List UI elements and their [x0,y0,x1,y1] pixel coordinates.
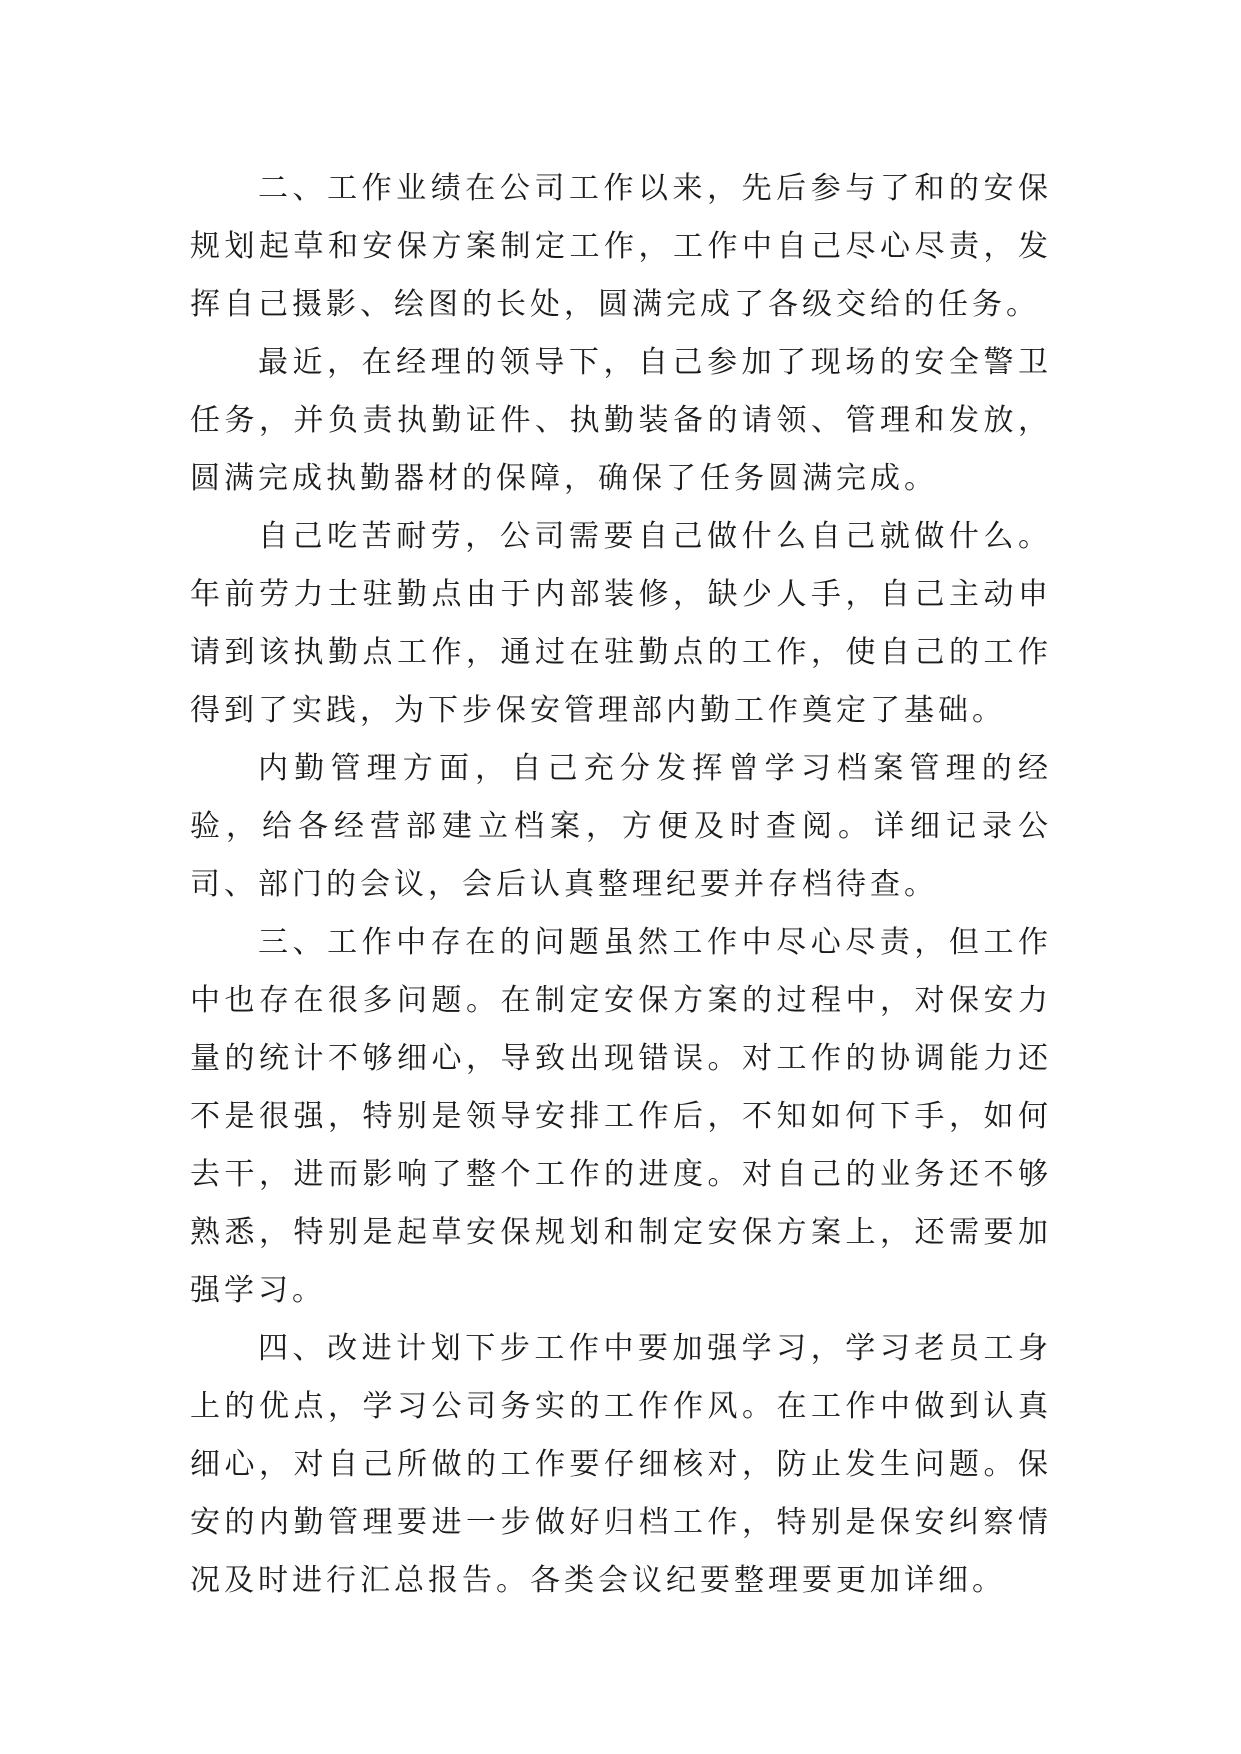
paragraph-improvement-plan: 四、改进计划下步工作中要加强学习，学习老员工身上的优点，学习公司务实的工作作风。在工作中做到认真细心，对自己所做的工作要仔细核对，防止发生问题。保安的内勤管理要进一步做好归档工作，特别是保安纠察情况及时进行汇总报告。各类会议纪要整理要更加详细。 [190,1331,1052,1598]
paragraph-internal-management: 内勤管理方面，自己充分发挥曾学习档案管理的经验，给各经营部建立档案，方便及时查阅。详细记录公司、部门的会议，会后认真整理纪要并存档待查。 [190,751,1052,902]
paragraph-security-task: 最近，在经理的领导下，自己参加了现场的安全警卫任务，并负责执勤证件、执勤装备的请领、管理和发放，圆满完成执勤器材的保障，确保了任务圆满完成。 [190,345,1052,496]
paragraph-existing-problems: 三、工作中存在的问题虽然工作中尽心尽责，但工作中也存在很多问题。在制定安保方案的过程中，对保安力量的统计不够细心，导致出现错误。对工作的协调能力还不是很强，特别是领导安排工作后，不知如何下手，如何去干，进而影响了整个工作的进度。对自己的业务还不够熟悉，特别是起草安保规划和制定安保方案上，还需要加强学习。 [190,925,1052,1308]
document-body [190,160,1052,1610]
paragraph-hardworking: 自己吃苦耐劳，公司需要自己做什么自己就做什么。年前劳力士驻勤点由于内部装修，缺少人手，自己主动申请到该执勤点工作，通过在驻勤点的工作，使自己的工作得到了实践，为下步保安管理部内勤工作奠定了基础。 [190,519,1052,728]
paragraph-work-achievements: 二、工作业绩在公司工作以来，先后参与了和的安保规划起草和安保方案制定工作，工作中自己尽心尽责，发挥自己摄影、绘图的长处，圆满完成了各级交给的任务。 [190,171,1052,322]
